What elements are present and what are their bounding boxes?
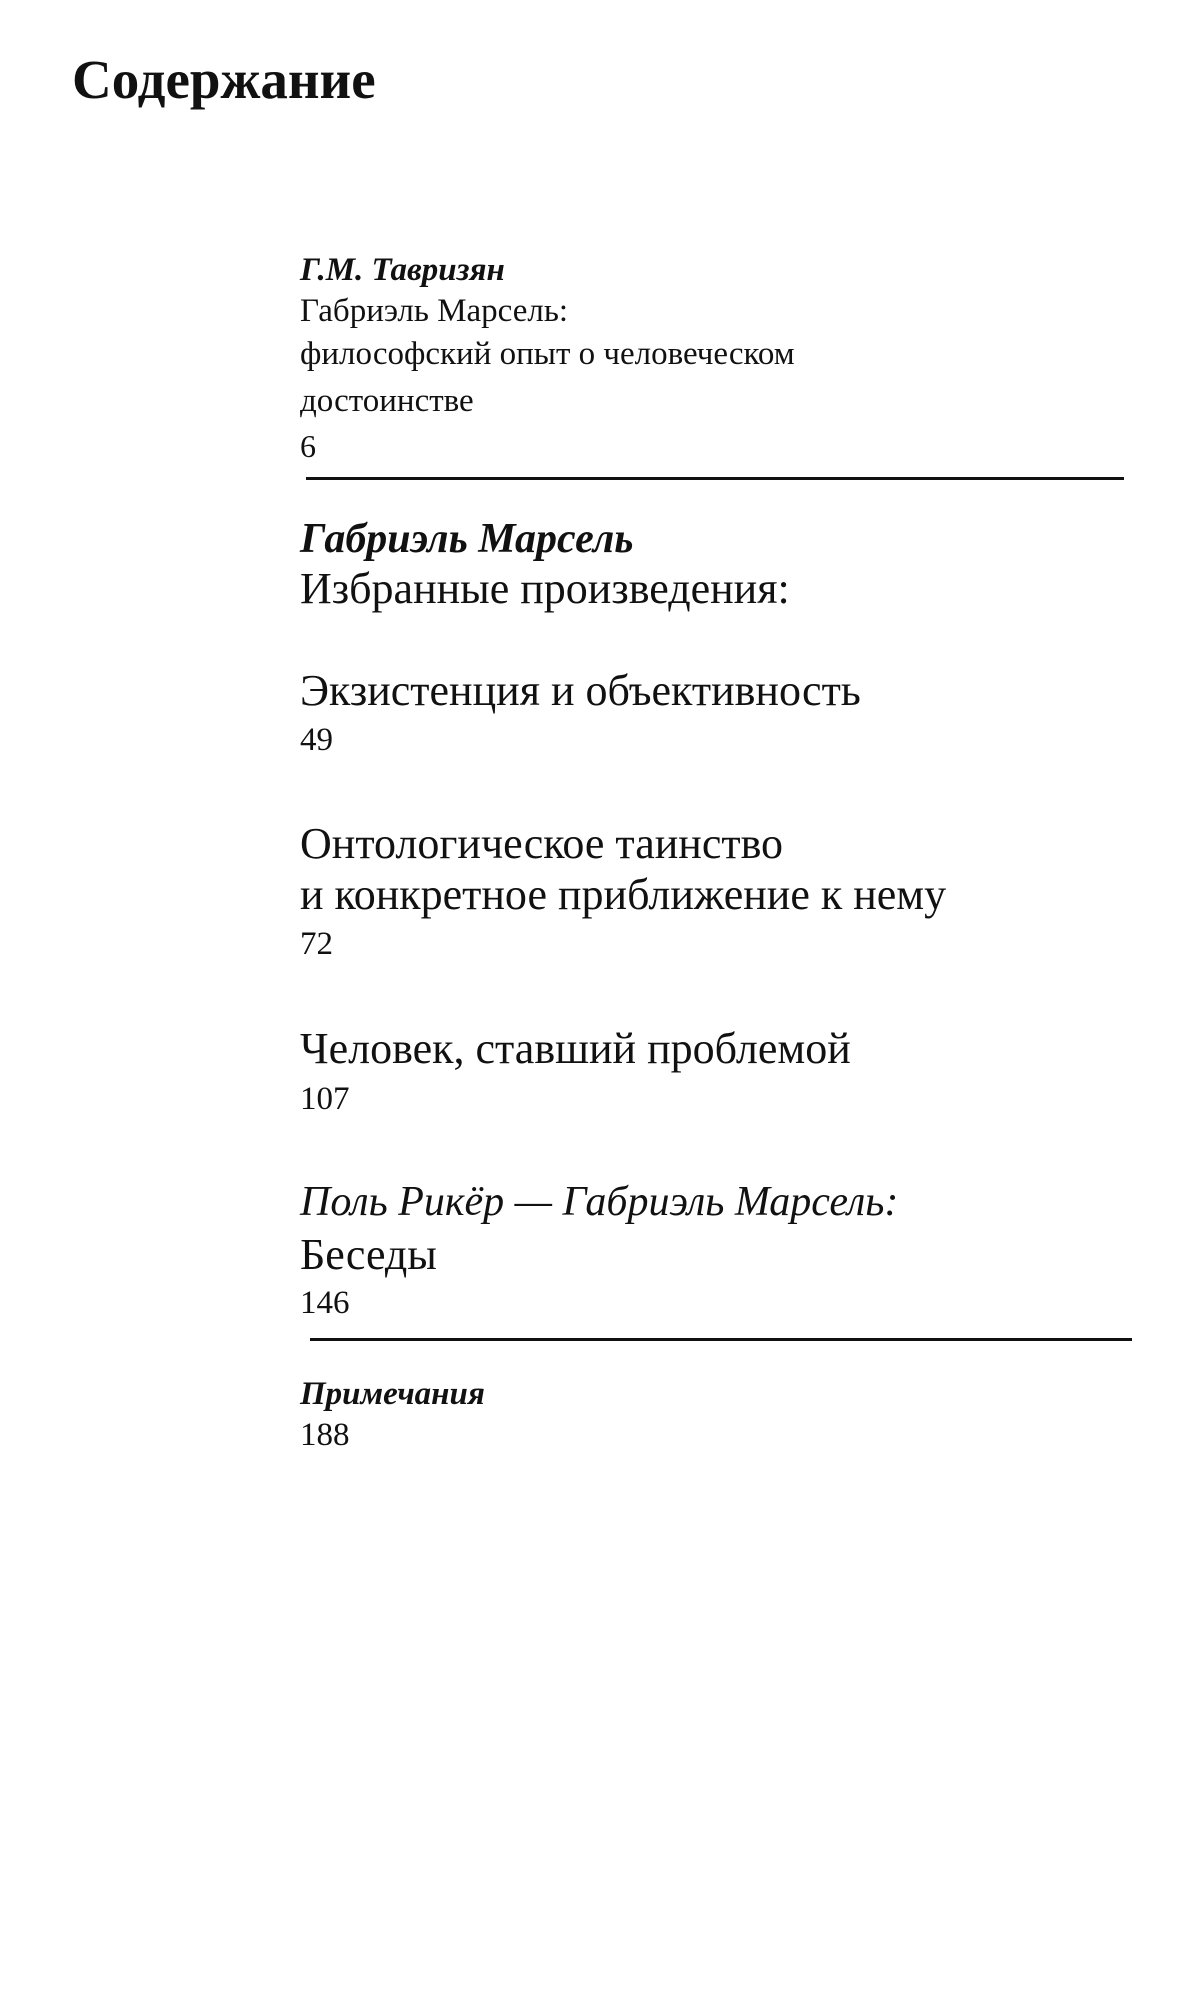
toc-entry-title: Онтологическое таинство xyxy=(300,819,784,868)
toc-intro-author: Г.М. Тавризян xyxy=(300,252,505,288)
toc-entry-title: Человек, ставший проблемой xyxy=(300,1024,851,1073)
toc-entry-page-number: 107 xyxy=(300,1081,350,1117)
toc-entry-title: и конкретное приближение к нему xyxy=(300,870,947,919)
toc-dialogues-authors: Поль Рикёр — Габриэль Марсель: xyxy=(300,1179,899,1225)
toc-dialogues-page-number: 146 xyxy=(300,1285,350,1321)
toc-entry-page-number: 72 xyxy=(300,926,333,962)
toc-notes-page-number: 188 xyxy=(300,1417,350,1453)
toc-works-author: Габриэль Марсель xyxy=(300,516,634,562)
toc-intro-title-line: Габриэль Марсель: xyxy=(300,293,569,329)
toc-works-collection-title: Избранные произведения: xyxy=(300,564,790,613)
toc-notes-title: Примечания xyxy=(300,1376,485,1412)
toc-dialogues-title: Беседы xyxy=(300,1230,437,1279)
section-divider xyxy=(310,1338,1132,1341)
page-title: Содержание xyxy=(72,49,376,110)
section-divider xyxy=(306,477,1124,480)
toc-intro-page-number: 6 xyxy=(300,428,316,464)
toc-intro-title-line: философский опыт о человеческом xyxy=(300,336,795,372)
toc-intro-title-line: достоинстве xyxy=(300,383,474,419)
toc-entry-page-number: 49 xyxy=(300,722,333,758)
toc-entry-title: Экзистенция и объективность xyxy=(300,666,861,715)
